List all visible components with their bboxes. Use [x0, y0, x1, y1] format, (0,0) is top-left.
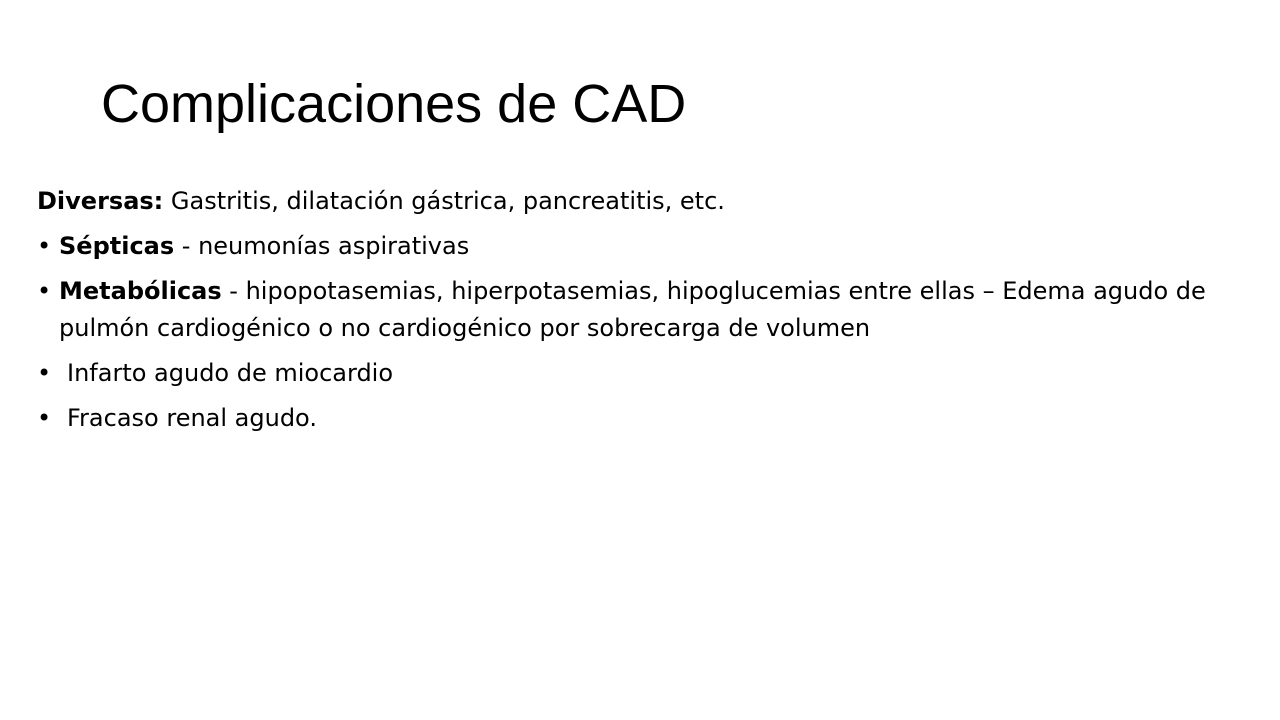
intro-label: Diversas: [37, 187, 164, 215]
bullet-dot-icon: • [37, 277, 52, 305]
bullet-text [59, 277, 1206, 342]
bullet-dot-icon: • [37, 232, 52, 260]
bullet-body: Infarto agudo de miocardio [67, 359, 394, 387]
intro-text: Gastritis, dilatación gástrica, pancreatitis, etc. [163, 187, 725, 215]
bullet-item-septicas [37, 228, 1237, 265]
bullet-dot-icon: • [37, 359, 52, 387]
intro-paragraph [37, 183, 1237, 220]
bullet-body: - neumonías aspirativas [174, 232, 470, 260]
bullet-label: Metabólicas [59, 277, 222, 305]
bullet-text [59, 404, 317, 432]
bullet-body: - hipopotasemias, hiperpotasemias, hipoglucemias entre ellas – Edema agudo de pulmón cardiogénico o no cardiogénico por sobrecarga de volumen [59, 277, 1206, 342]
bullet-text [59, 232, 469, 260]
slide-body [37, 183, 1237, 445]
bullet-label: Sépticas [59, 232, 175, 260]
bullet-dot-icon: • [37, 404, 52, 432]
slide-title: Complicaciones de CAD [101, 74, 687, 134]
bullet-body: Fracaso renal agudo. [67, 404, 317, 432]
bullet-item-infarto [37, 355, 1237, 392]
bullet-item-fracaso-renal [37, 400, 1237, 437]
bullet-item-metabolicas [37, 273, 1237, 347]
bullet-list [37, 228, 1237, 437]
bullet-text [59, 359, 393, 387]
